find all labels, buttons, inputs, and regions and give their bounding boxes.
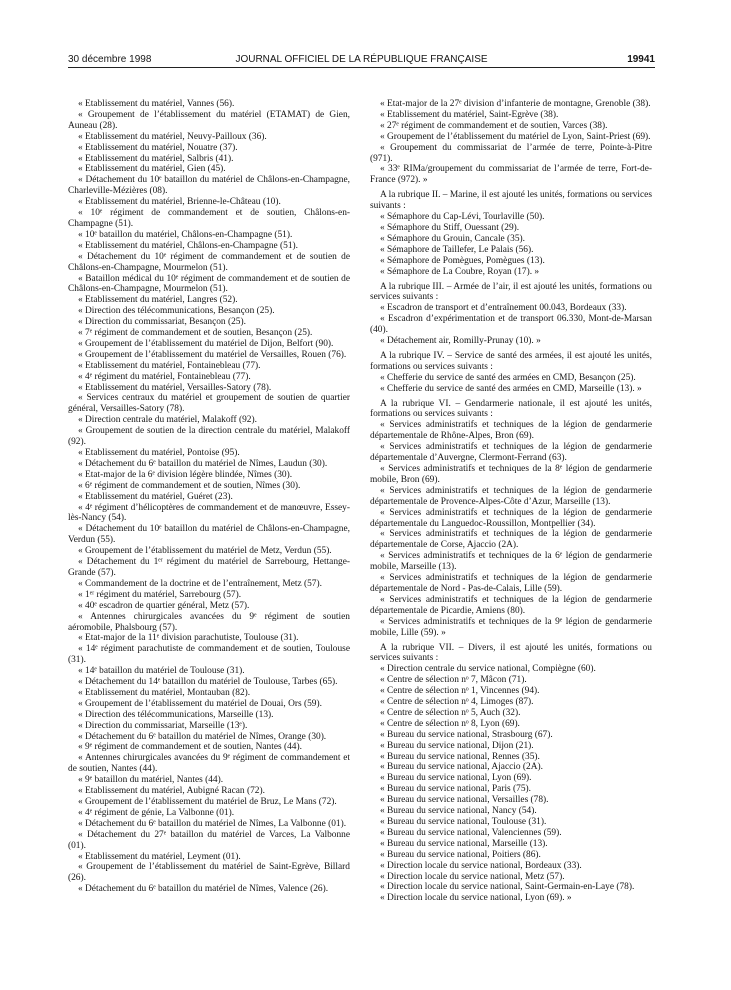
list-entry: « Groupement de l’établissement du matériel de Saint-Egrève, Billard (26). xyxy=(68,862,350,884)
list-entry: « Services administratifs et techniques de la légion de gendarmerie départementale d’Auvergne, Clermont-Ferrand (63). xyxy=(370,442,652,464)
list-entry: « 40ᵉ escadron de quartier général, Metz (57). xyxy=(78,600,250,611)
list-entry: « 9ᵉ bataillon du matériel, Nantes (44). xyxy=(78,775,224,786)
list-entry: « Services centraux du matériel et groupement de soutien de quartier général, Versailles-Satory (78). xyxy=(68,393,350,415)
list-entry: « Bureau du service national, Nancy (54). xyxy=(380,806,537,817)
list-entry: « Direction du commissariat, Marseille (13ᵉ). xyxy=(78,720,248,731)
list-entry: « Centre de sélection nᵒ 4, Limoges (87). xyxy=(380,697,534,708)
list-entry: « Etablissement du matériel, Versailles-Satory (78). xyxy=(78,382,272,393)
list-entry: « Détachement du 14ᵉ bataillon du matériel de Toulouse, Tarbes (65). xyxy=(78,677,338,688)
list-entry: « 10ᵉ régiment de commandement et de soutien, Châlons-en-Champagne (51). xyxy=(68,208,350,229)
list-entry: « Etablissement du matériel, Pontoise (95). xyxy=(78,448,240,458)
list-entry: « Détachement du 10ᵉ régiment de commandement et de soutien de Châlons-en-Champagne, Mourmelon (51). xyxy=(68,251,350,273)
list-entry: « Sémaphore du Stiff, Ouessant (29). xyxy=(380,222,520,233)
list-entry: « Bureau du service national, Dijon (21). xyxy=(380,740,534,751)
list-entry: « Centre de sélection nᵒ 8, Lyon (69). xyxy=(380,718,520,729)
list-entry: « 6ᵉ régiment de commandement et de soutien, Nîmes (30). xyxy=(78,480,301,491)
list-entry: « Etablissement du matériel, Châlons-en-Champagne (51). xyxy=(78,240,298,251)
list-entry: « Direction locale du service national, Bordeaux (33). xyxy=(380,860,582,871)
list-entry: « Etat-major de la 6ᵉ division légère blindée, Nîmes (30). xyxy=(78,469,293,480)
list-entry: « Détachement air, Romilly-Prunay (10). » xyxy=(380,336,541,347)
list-entry: « Direction centrale du service national, Compiègne (60). xyxy=(380,664,596,675)
list-entry: « Direction du commissariat, Besançon (25). xyxy=(78,317,246,328)
list-entry: « Groupement de l’établissement du matériel de Dijon, Belfort (90). xyxy=(78,338,334,349)
list-entry: « Direction des télécommunications, Marseille (13). xyxy=(78,709,274,720)
rubrique-paragraph: A la rubrique VI. – Gendarmerie nationale, il est ajouté les unités, formations ou services suivants : xyxy=(370,398,652,420)
list-entry: « Bureau du service national, Ajaccio (2A). xyxy=(380,762,543,773)
page-number: 19941 xyxy=(627,54,655,65)
list-entry: « Détachement du 1ᵉʳ régiment du matériel de Sarrebourg, Hettange-Grande (57). xyxy=(68,557,350,578)
list-entry: « Détachement du 6ᵉ bataillon du matériel de Nîmes, Orange (30). xyxy=(78,731,327,742)
list-entry: « Bureau du service national, Strasbourg (67). xyxy=(380,729,553,740)
list-entry: « 33ᵉ RIMa/groupement du commissariat de l’armée de terre, Fort-de-France (972). » xyxy=(370,164,652,186)
list-entry: « Détachement du 10ᵉ bataillon du matériel de Châlons-en-Champagne, Verdun (55). xyxy=(68,524,350,546)
list-entry: « Sémaphore du Grouin, Cancale (35). xyxy=(380,233,526,244)
list-entry: « Bureau du service national, Valenciennes (59). xyxy=(380,827,562,838)
list-entry: « Services administratifs et techniques de la légion de gendarmerie départementale de Corse, Ajaccio (2A). xyxy=(370,529,652,551)
journal-title: JOURNAL OFFICIEL DE LA RÉPUBLIQUE FRANÇAISE xyxy=(235,54,488,65)
list-entry: « Etablissement du matériel, Langres (52). xyxy=(78,295,238,306)
list-entry: « 14ᵉ régiment parachutiste de commandement et de soutien, Toulouse (31). xyxy=(68,644,350,666)
list-entry: « Direction locale du service national, Lyon (69). » xyxy=(380,893,572,904)
list-entry: « Détachement du 6ᵉ bataillon du matériel de Nîmes, La Valbonne (01). xyxy=(78,818,347,829)
list-entry: « Centre de sélection nᵒ 5, Auch (32). xyxy=(380,707,521,718)
list-entry: « Services administratifs et techniques de la 8ᵉ légion de gendarmerie mobile, Bron (69). xyxy=(370,464,652,485)
header-date: 30 décembre 1998 xyxy=(68,54,152,65)
list-entry: « Chefferie du service de santé des armées en CMD, Besançon (25). xyxy=(380,372,636,383)
list-entry: « Bureau du service national, Versailles (78). xyxy=(380,795,549,806)
rubrique-paragraph: A la rubrique VII. – Divers, il est ajouté les unités, formations ou services suivants : xyxy=(370,642,652,664)
list-entry: « 10ᵉ bataillon du matériel, Châlons-en-Champagne (51). xyxy=(78,229,293,240)
list-entry: « Etablissement du matériel, Aubigné Racan (72). xyxy=(78,786,265,797)
list-entry: « Groupement de l’établissement du matériel de Versailles, Rouen (76). xyxy=(78,349,347,360)
list-entry: « Détachement du 10ᵉ bataillon du matériel de Châlons-en-Champagne, Charleville-Mézières (08). xyxy=(68,175,350,197)
list-entry: « Direction centrale du matériel, Malakoff (92). xyxy=(78,415,257,426)
list-entry: « Etablissement du matériel, Saint-Egrève (38). xyxy=(380,109,559,120)
list-entry: « Etablissement du matériel, Guéret (23). xyxy=(78,491,233,502)
list-entry: « Antennes chirurgicales avancées du 9ᵉ régiment de soutien aéromobile, Phalsbourg (57). xyxy=(68,611,350,633)
list-entry: « Sémaphore du Cap-Lévi, Tourlaville (50). xyxy=(380,212,545,223)
list-entry: « Groupement de l’établissement du matériel de Bruz, Le Mans (72). xyxy=(78,797,337,807)
list-entry: « Centre de sélection nᵒ 7, Mâcon (71). xyxy=(380,675,527,686)
rubrique-paragraph: A la rubrique IV. – Service de santé des armées, il est ajouté les unités, formations ou services suivants : xyxy=(370,350,652,372)
list-entry: « Sémaphore de La Coubre, Royan (17). » xyxy=(380,266,540,277)
list-entry: « 4ᵉ régiment de génie, La Valbonne (01). xyxy=(78,807,235,818)
list-entry: « Services administratifs et techniques de la légion de gendarmerie départementale de Provence-Alpes-Côte d’Azur, Marseille (13). xyxy=(370,485,652,507)
list-entry: « 4ᵉ régiment d’hélicoptères de commandement et de manœuvre, Essey-lès-Nancy (54). xyxy=(68,502,350,524)
list-entry: « Etablissement du matériel, Montauban (82). xyxy=(78,687,251,698)
list-entry: « Etablissement du matériel, Fontainebleau (77). xyxy=(78,360,261,371)
list-entry: « Direction des télécommunications, Besançon (25). xyxy=(78,306,275,317)
page-header xyxy=(68,54,655,68)
list-entry: « Centre de sélection nᵒ 1, Vincennes (94). xyxy=(380,686,540,697)
left-column xyxy=(68,99,350,895)
list-entry: « 27ᵉ régiment de commandement et de soutien, Varces (38). xyxy=(380,120,608,131)
list-entry: « Etablissement du matériel, Salbris (41). xyxy=(78,153,234,164)
list-entry: « Etablissement du matériel, Nouatre (37). xyxy=(78,142,238,153)
list-entry: « Sémaphore de Taillefer, Le Palais (56). xyxy=(380,244,534,255)
list-entry: « Groupement de l’établissement du matériel (ETAMAT) de Gien, Auneau (28). xyxy=(68,109,350,131)
list-entry: « Chefferie du service de santé des armées en CMD, Marseille (13). » xyxy=(380,383,642,394)
header-rule xyxy=(68,67,655,68)
list-entry: « Etablissement du matériel, Vannes (56). xyxy=(78,99,235,109)
list-entry: « 7ᵉ régiment de commandement et de soutien, Besançon (25). xyxy=(78,328,313,339)
list-entry: « Services administratifs et techniques de la 6ᵉ légion de gendarmerie mobile, Marseille (13). xyxy=(370,551,652,573)
list-entry: « Antennes chirurgicales avancées du 9ᵉ régiment de commandement et de soutien, Nantes (44). xyxy=(68,753,350,775)
list-entry: « Etat-major de la 11ᵉ division parachutiste, Toulouse (31). xyxy=(78,633,299,644)
list-entry: « Services administratifs et techniques de la légion de gendarmerie départementale de Nord - Pas-de-Calais, Lille (59). xyxy=(370,573,652,594)
list-entry: « Groupement de soutien de la direction centrale du matériel, Malakoff (92). xyxy=(68,426,350,448)
list-entry: « 9ᵉ régiment de commandement et de soutien, Nantes (44). xyxy=(78,742,302,753)
list-entry: « Services administratifs et techniques de la légion de gendarmerie départementale de Rhône-Alpes, Bron (69). xyxy=(370,420,652,442)
list-entry: « Sémaphore de Pomègues, Pomègues (13). xyxy=(380,255,545,266)
list-entry: « Services administratifs et techniques de la légion de gendarmerie départementale de Picardie, Amiens (80). xyxy=(370,594,652,616)
list-entry: « Bureau du service national, Rennes (35). xyxy=(380,751,540,762)
list-entry: « Etablissement du matériel, Brienne-le-Château (10). xyxy=(78,197,281,208)
list-entry: « Services administratifs et techniques de la légion de gendarmerie départementale du Languedoc-Roussillon, Montpellier (34). xyxy=(370,507,652,529)
list-entry: « Groupement de l’établissement du matériel de Lyon, Saint-Priest (69). xyxy=(380,131,651,142)
list-entry: « Groupement du commissariat de l’armée de terre, Pointe-à-Pitre (971). xyxy=(370,142,652,164)
list-entry: « Détachement du 27ᵉ bataillon du matériel de Varces, La Valbonne (01). xyxy=(68,829,350,851)
list-entry: « Bureau du service national, Poitiers (86). xyxy=(380,849,541,860)
right-column xyxy=(370,99,652,904)
list-entry: « Bureau du service national, Marseille (13). xyxy=(380,838,548,849)
list-entry: « Direction locale du service national, Metz (57). xyxy=(380,871,565,882)
rubrique-paragraph: A la rubrique III. – Armée de l’air, il est ajouté les unités, formations ou services suivants : xyxy=(370,281,652,303)
list-entry: « Etablissement du matériel, Gien (45). xyxy=(78,164,226,175)
list-entry: « Direction locale du service national, Saint-Germain-en-Laye (78). xyxy=(380,882,635,893)
list-entry: « Etat-major de la 27ᵉ division d’infanterie de montagne, Grenoble (38). xyxy=(380,99,651,109)
list-entry: « Bataillon médical du 10ᵉ régiment de commandement et de soutien de Châlons-en-Champagne, Mourmelon (51). xyxy=(68,273,350,295)
list-entry: « Bureau du service national, Lyon (69). xyxy=(380,773,532,784)
list-entry: « Détachement du 6ᵉ bataillon du matériel de Nîmes, Laudun (30). xyxy=(78,458,328,469)
list-entry: « Etablissement du matériel, Neuvy-Pailloux (36). xyxy=(78,131,267,142)
list-entry: « 1ᵉʳ régiment du matériel, Sarrebourg (57). xyxy=(78,589,242,600)
list-entry: « Escadron d’expérimentation et de transport 06.330, Mont-de-Marsan (40). xyxy=(370,314,652,336)
list-entry: « Escadron de transport et d’entraînement 00.043, Bordeaux (33). xyxy=(380,303,627,314)
list-entry: « Bureau du service national, Toulouse (31). xyxy=(380,817,547,827)
list-entry: « 4ᵉ régiment du matériel, Fontainebleau (77). xyxy=(78,371,251,382)
list-entry: « Détachement du 6ᵉ bataillon du matériel de Nîmes, Valence (26). xyxy=(78,884,329,895)
list-entry: « Groupement de l’établissement du matériel de Douai, Ors (59). xyxy=(78,698,322,709)
list-entry: « Services administratifs et techniques de la 9ᵉ légion de gendarmerie mobile, Lille (59). » xyxy=(370,616,652,638)
rubrique-paragraph: A la rubrique II. – Marine, il est ajouté les unités, formations ou services suivants : xyxy=(370,190,652,212)
list-entry: « Commandement de la doctrine et de l’entraînement, Metz (57). xyxy=(78,578,322,589)
list-entry: « Etablissement du matériel, Leyment (01). xyxy=(78,851,241,862)
list-entry: « 14ᵉ bataillon du matériel de Toulouse (31). xyxy=(78,666,245,677)
list-entry: « Bureau du service national, Paris (75). xyxy=(380,784,531,795)
list-entry: « Groupement de l’établissement du matériel de Metz, Verdun (55). xyxy=(78,546,332,557)
